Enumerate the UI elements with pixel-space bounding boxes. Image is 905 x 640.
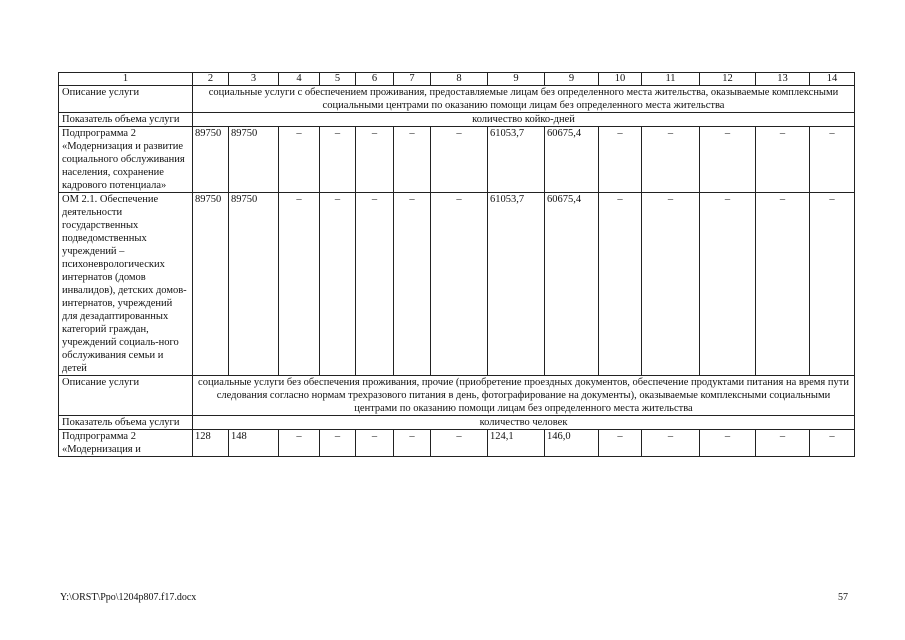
value-cell: – bbox=[320, 193, 356, 376]
value-cell: 89750 bbox=[193, 127, 229, 193]
description-row bbox=[59, 113, 855, 127]
row-span-text: социальные услуги без обеспечения проживания, прочие (приобретение проездных документов, обеспечение продуктами питания на время пути следования согласно нормам трехразового питания в день, фотографирование на документы), оказываемые комплексными социальными центрами по оказанию помощи лицам без определенного места жительства bbox=[193, 376, 855, 416]
value-cell: – bbox=[320, 430, 356, 457]
description-row bbox=[59, 86, 855, 113]
value-cell: – bbox=[320, 127, 356, 193]
value-cell: – bbox=[599, 127, 642, 193]
value-cell: – bbox=[279, 193, 320, 376]
header-cell: 14 bbox=[810, 73, 855, 86]
value-cell: – bbox=[642, 127, 700, 193]
value-cell: 60675,4 bbox=[545, 193, 599, 376]
value-cell: 89750 bbox=[229, 193, 279, 376]
header-cell: 7 bbox=[394, 73, 431, 86]
row-label: Подпрограмма 2 «Модернизация и развитие социального обслуживания населения, сохранение кадрового потенциала» bbox=[59, 127, 193, 193]
value-cell: – bbox=[431, 193, 488, 376]
value-cell: – bbox=[279, 127, 320, 193]
value-cell: 60675,4 bbox=[545, 127, 599, 193]
value-cell: – bbox=[810, 193, 855, 376]
file-path: Y:\ORST\Ppo\1204p807.f17.docx bbox=[60, 592, 197, 603]
header-cell: 8 bbox=[431, 73, 488, 86]
value-cell: 124,1 bbox=[488, 430, 545, 457]
value-cell: – bbox=[279, 430, 320, 457]
value-cell: 89750 bbox=[229, 127, 279, 193]
value-cell: 128 bbox=[193, 430, 229, 457]
header-cell: 10 bbox=[599, 73, 642, 86]
row-label: Описание услуги bbox=[59, 86, 193, 113]
value-cell: – bbox=[756, 127, 810, 193]
header-cell: 1 bbox=[59, 73, 193, 86]
value-cell: – bbox=[642, 193, 700, 376]
row-label: Показатель объема услуги bbox=[59, 416, 193, 430]
value-cell: – bbox=[700, 127, 756, 193]
value-cell: – bbox=[756, 193, 810, 376]
value-cell: – bbox=[810, 127, 855, 193]
row-label: Подпрограмма 2 «Модернизация и bbox=[59, 430, 193, 457]
value-cell: 148 bbox=[229, 430, 279, 457]
data-row bbox=[59, 127, 855, 193]
value-cell: – bbox=[700, 193, 756, 376]
value-cell: – bbox=[431, 127, 488, 193]
page-number: 57 bbox=[838, 592, 848, 603]
value-cell: – bbox=[394, 127, 431, 193]
value-cell: – bbox=[599, 193, 642, 376]
header-cell: 9 bbox=[488, 73, 545, 86]
row-span-text: количество человек bbox=[193, 416, 855, 430]
value-cell: – bbox=[356, 127, 394, 193]
data-row bbox=[59, 193, 855, 376]
header-cell: 4 bbox=[279, 73, 320, 86]
description-row bbox=[59, 416, 855, 430]
header-cell: 11 bbox=[642, 73, 700, 86]
value-cell: 61053,7 bbox=[488, 193, 545, 376]
row-label: ОМ 2.1. Обеспечение деятельности государственных подведомственных учреждений – психоневрологических интернатов (домов инвалидов), детских домов-интернатов, учреждений для дезадаптированных категорий граждан, учреждений социаль-ного обслуживания семьи и детей bbox=[59, 193, 193, 376]
data-row bbox=[59, 430, 855, 457]
value-cell: – bbox=[356, 430, 394, 457]
header-cell: 12 bbox=[700, 73, 756, 86]
value-cell: – bbox=[700, 430, 756, 457]
header-cell: 9 bbox=[545, 73, 599, 86]
value-cell: – bbox=[810, 430, 855, 457]
value-cell: – bbox=[756, 430, 810, 457]
header-cell: 5 bbox=[320, 73, 356, 86]
value-cell: – bbox=[599, 430, 642, 457]
value-cell: 89750 bbox=[193, 193, 229, 376]
value-cell: 61053,7 bbox=[488, 127, 545, 193]
header-cell: 13 bbox=[756, 73, 810, 86]
header-row bbox=[59, 73, 855, 86]
header-cell: 2 bbox=[193, 73, 229, 86]
row-label: Показатель объема услуги bbox=[59, 113, 193, 127]
header-cell: 3 bbox=[229, 73, 279, 86]
value-cell: – bbox=[642, 430, 700, 457]
services-table bbox=[58, 72, 855, 457]
description-row bbox=[59, 376, 855, 416]
value-cell: 146,0 bbox=[545, 430, 599, 457]
row-span-text: количество койко-дней bbox=[193, 113, 855, 127]
value-cell: – bbox=[431, 430, 488, 457]
row-label: Описание услуги bbox=[59, 376, 193, 416]
value-cell: – bbox=[394, 430, 431, 457]
row-span-text: социальные услуги с обеспечением проживания, предоставляемые лицам без определенного места жительства, оказываемые комплексными социальными центрами по оказанию помощи лицам без определенного места жительства bbox=[193, 86, 855, 113]
header-cell: 6 bbox=[356, 73, 394, 86]
value-cell: – bbox=[394, 193, 431, 376]
value-cell: – bbox=[356, 193, 394, 376]
